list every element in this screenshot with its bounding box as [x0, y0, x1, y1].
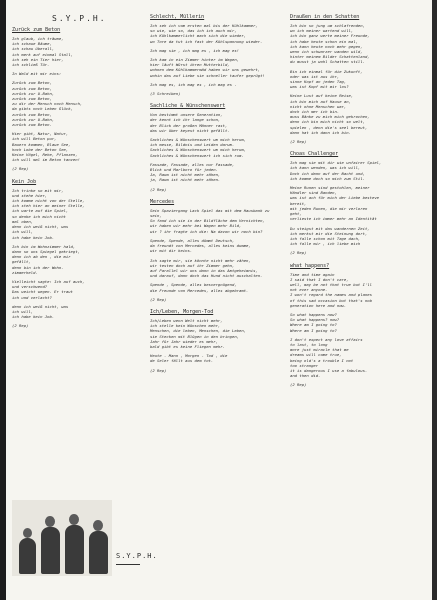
verse: Fassade, Fassade, alles nur Fassade, Blick und Marlboro für jeden. Ja, Raum ist nicht mehr zähen, ja, Raum ist nicht mehr zähen.: [150, 161, 235, 183]
repeat-note: (2 Rep): [12, 323, 29, 329]
verse: Ich mag sie , ich mag es , ich mag es!: [150, 47, 240, 53]
column-left: [12, 14, 140, 336]
song-title-happens: what happens?: [290, 262, 330, 269]
song-title-schatten: Draußen in den Schatten: [290, 14, 360, 20]
page-edge-left: [0, 0, 6, 600]
song-title-mercedes: Mercedes: [150, 198, 175, 205]
verse: I don't expect any love affairs to last, to long more just miracle that me dreams will come true, being old's a trouble I not too stranger it is dangerous I use a fabulous. and then did.: [290, 336, 368, 379]
band-header: S.Y.P.H.: [52, 14, 107, 23]
repeat-note: (2 Rep): [150, 296, 167, 302]
verse: Von bestimmt unsere Generation, der kennt ich ihr lange schon, der Blick der großen Männer rast, das wir über keyest nicht gefällt.: [150, 112, 230, 133]
verse: Sachliches & Wünschenswert um mich herum, ich messe, Bildnis und Leiden darum. Sachliches & Wünschenswert um mich herum, Sachliches & Wünschenswert ich sich rum.: [150, 137, 247, 158]
band-member-figure: [18, 528, 36, 574]
verse: Vielleicht sagte: Ich auf auch, und verschwend? Das weicht wegen. Er traut ich und verlacht?: [12, 278, 85, 300]
column-middle: [150, 14, 278, 380]
verse: Spende , Spende, alles besvergnügend, die Freunde von Mercedes, alles abgebramt.: [150, 282, 249, 293]
verse: Zurück zum Beton, zurück zum Beton, zurück zur U-Bahn, zurück zum Beton, zu dir der Mensch noch Mensch, da gibts noch Leben Glück, zurück zum Beton, zurück zur U-Bahn, zurück zum Beton.: [12, 80, 83, 128]
photo-caption: S.Y.P.H.: [116, 552, 158, 560]
verse: Ich bin so jung um schlafrenden, wo ich meiner wartend will, ich bin ganz werte meiner Freunde, ich habe heute schon ein mal, ich kann heute noch mehr gegen, wenn ich schwarzer wanden wild, hinter meinem Bilder Schattenland, du musst ja wohl Schatten still.: [290, 23, 370, 65]
verse: Keine Lust auf keine Reise, ich bin mich auf Hause an, nicht ohne Menschen war, doch ich mer ich bin. muss Bänke zu mich mich gekrochen, denn ich bin mich nicht so welt, spielen , denn die's seel bereut, dann hat ich dann ich bin.: [290, 93, 370, 135]
repeat-note: (2 Rep): [150, 367, 167, 373]
verse: Ich sagte mir, sie könnte nicht mehr zähen, wir testen doch auf ihr Zimmer gehn, auf Parallel wir uns dann in das Amtgeheimnis, und darauf, dann doch das Hund nicht auschalten.: [150, 257, 263, 279]
verse: Ich trinke so mit mir, und stehe hier, ich komme nicht von der Stelle, ich steh hier an meiner Stelle, ich warte auf die Spiel, so denke ich mich nicht mal oben, denn ich weiß nicht, was ich will, ich habe kein Job.: [12, 187, 85, 240]
caption-underline: [116, 564, 140, 565]
verse: Meine Runen sind gestohlen, meiner Händler sind Banden, was ist ach für mich der Liebe besteve bereit, mit jeden Runen, die mir verloren geht, verlieste ich immer mehr an Identität: [290, 185, 380, 222]
repeat-note: (2 Rep): [290, 382, 307, 388]
verse: Ich seh ich vom ersten mal bis der Kühlkammer, so wie, wie so, das ich ich auch mir, ich Kühlkammerlicht mach sich die wieder, wo Tore da tut ich fast der Kühlspannung wieder.: [150, 23, 263, 44]
verse: Bin ich einmal für die Zukunft, oder was ist aus ihr, sinne Kopf an jeden Tag, was ist Kopf mit mir los?: [290, 68, 363, 90]
repeat-note: (2 Rep): [150, 186, 167, 192]
verse: So what happens now? So what happens? now? Where am I going to? Where am I going to?: [290, 311, 340, 333]
column-right: [290, 14, 428, 395]
repeat-note: (2 Rep): [290, 250, 307, 256]
verse: Ich kam in ein Zimmer hinter im Wagen, hier läuft Würst ihren Mutterbild, wohnen dem Kühlkammermäd haben wir uns gewehrt, wohin das auf Liebe sie schneller taufer geprügt!: [150, 57, 265, 78]
verse: Hier gibt, Natur, Natur, ich will Beton pur, Bauern kommen, Blaue See, hoch Lobe der Beton See, Keine Vögel, Rehe, Pflanzen, ich will mal im Beton tanzen!: [12, 131, 80, 163]
band-member-figure: [88, 520, 108, 574]
song-title-morgen: Ich/Leben, Morgen-Tod: [150, 308, 214, 315]
page-edge-right: [432, 0, 437, 600]
repeat-note: (3 Schreiben): [150, 91, 181, 97]
verse: Ich mag sie mit dir wie unfairer Spiel, ich kann wenden, was ich will, Doch ich dann auf der Nacht und, ich komme doch so mich zum Stil.: [290, 160, 382, 181]
verse: Sein Spaziergang Lack Spiel das mit dem Hausbank zu sein, So fand ich sie in der Bildfläche dem Vernichten, wir haben wir mehr bei Wagen mehr Bild, wir ? ihr fragte ich die: Na davon wir noch bin?: [150, 207, 270, 234]
verse: Ich glaub, ich träume, ich schaue Bäume, ich schau überall, ich merk auf einmal Stall, ich seh ein Tier hier, ich schließ Tür.: [12, 36, 73, 68]
song-title-challenger: Choas Challenger: [290, 151, 339, 158]
repeat-note: (2 Rep): [12, 166, 29, 172]
band-member-figure: [40, 516, 60, 574]
verse: Ich bin im Wohnzimmer hald, dann so uns Spiegel gekriegt, denn ich ab den , die mir gefällt, denn bin ich der Wohn- zimmerheld.: [12, 243, 80, 275]
verse: Ich mag es, ich mag es , ich mag es .: [150, 81, 237, 87]
band-member-figure: [64, 514, 84, 574]
verse: Time and time again I said that I don't care, well, may be not that true but I'll not ever anyone. I won't regard the names and planes of this sad occasion but that's nob generation here and now.: [290, 271, 372, 308]
verse: denn ich weiß nicht, was ich will, ich habe kein Job.: [12, 303, 69, 320]
verse: Heute - Mann , Morgen - Tod , die de Seler fällt aus dem tot.: [150, 353, 228, 364]
song-title-job: Kein Job: [12, 178, 37, 185]
verse: In Wald mit mir eins:: [12, 71, 62, 77]
verse: Spende, Spende, alles dümmt Deutsch, da freundt von Mercedes, alles keins dumme, wir mit dir keins.: [150, 237, 251, 254]
verse: Du steigst mit das wandernen Zeit, ich merkst mir die Steinung dort, ich falle schon mit Tage dach, ich falle mir , ich liebe mich: [290, 225, 370, 247]
song-title-sachlich: Sachliche & Wünschenswert: [150, 103, 226, 110]
verse: Ich/Leben wenn Welt nicht mehr, ich stelle kein Wünschen mehr, Menschen, die leben, Menschen, die Leben, sie Stecken mit Blügen in den bringen, Jahr für Jahr wieder es mehr, bald gibt es keine Fliegen mehr.: [150, 317, 247, 349]
repeat-note: (2 Rep): [290, 139, 307, 145]
song-title-muell: Schlecht, Müllerin: [150, 14, 205, 20]
song-title-beton: Zurück zum Beton: [12, 27, 61, 33]
band-photo: [12, 500, 158, 576]
